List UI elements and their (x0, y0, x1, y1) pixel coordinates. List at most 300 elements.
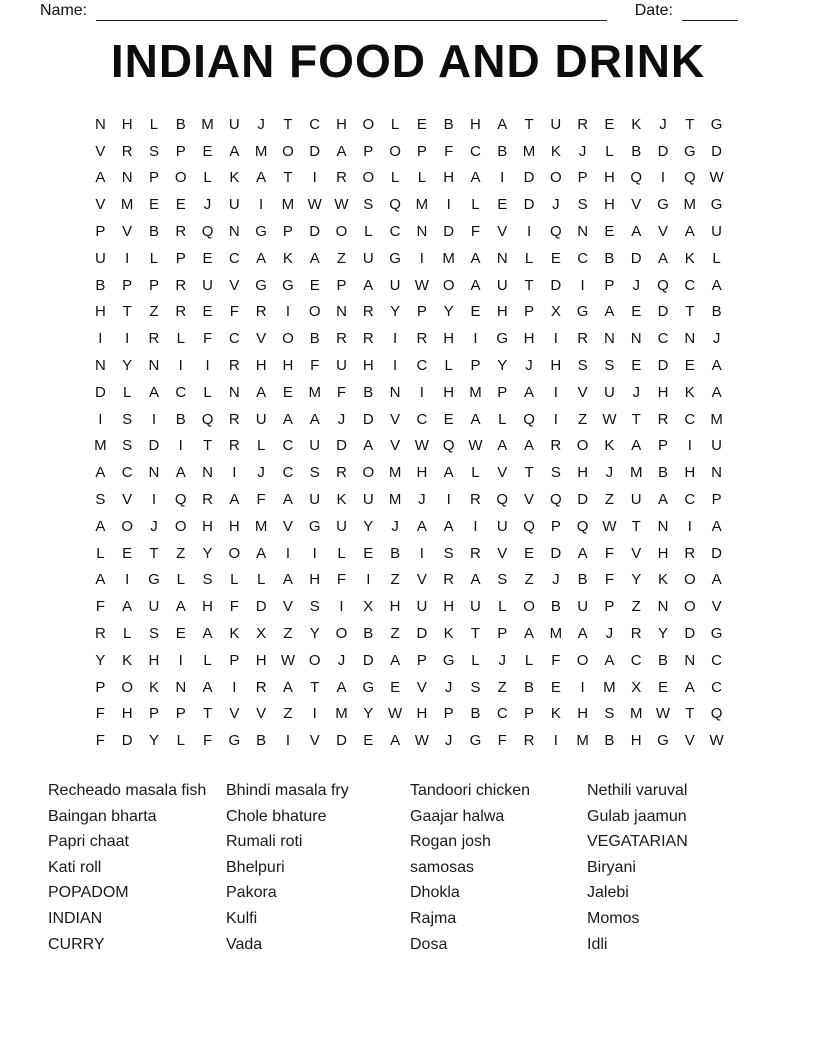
grid-letter-r18-c11[interactable]: I (366, 571, 371, 589)
grid-letter-r15-c23[interactable]: C (684, 490, 696, 508)
grid-letter-r22-c12[interactable]: E (390, 678, 401, 696)
grid-letter-r22-c2[interactable]: O (121, 678, 134, 696)
grid-letter-r23-c22[interactable]: W (655, 705, 671, 723)
grid-letter-r11-c16[interactable]: P (497, 383, 508, 401)
grid-letter-r19-c17[interactable]: O (523, 598, 535, 616)
grid-letter-r20-c1[interactable]: R (94, 624, 106, 642)
word-list-item[interactable]: Dhokla (410, 884, 460, 902)
grid-letter-r9-c2[interactable]: I (125, 330, 130, 348)
grid-letter-r1-c12[interactable]: L (390, 115, 400, 133)
grid-letter-r16-c15[interactable]: I (473, 517, 478, 535)
grid-letter-r22-c18[interactable]: E (550, 678, 561, 696)
grid-letter-r14-c14[interactable]: A (443, 464, 454, 482)
grid-letter-r8-c2[interactable]: T (122, 303, 132, 321)
grid-letter-r8-c18[interactable]: X (550, 303, 561, 321)
grid-letter-r10-c23[interactable]: E (684, 357, 695, 374)
grid-letter-r10-c14[interactable]: L (444, 357, 453, 374)
grid-letter-r21-c4[interactable]: I (178, 651, 183, 669)
grid-letter-r6-c5[interactable]: E (202, 249, 213, 267)
grid-letter-r13-c12[interactable]: V (390, 437, 401, 455)
grid-letter-r3-c1[interactable]: A (95, 169, 106, 187)
grid-letter-r23-c8[interactable]: Z (283, 705, 293, 723)
grid-letter-r9-c13[interactable]: R (416, 330, 428, 348)
grid-letter-r3-c4[interactable]: O (174, 169, 187, 187)
grid-letter-r5-c13[interactable]: N (416, 223, 428, 241)
grid-letter-r3-c20[interactable]: H (604, 169, 615, 187)
grid-letter-r6-c7[interactable]: A (256, 249, 267, 267)
grid-letter-r24-c12[interactable]: A (390, 732, 401, 750)
grid-letter-r1-c4[interactable]: B (175, 115, 186, 133)
grid-letter-r21-c6[interactable]: P (229, 651, 240, 669)
grid-letter-r16-c3[interactable]: J (150, 517, 158, 535)
grid-letter-r6-c14[interactable]: M (442, 249, 455, 267)
grid-letter-r6-c3[interactable]: L (149, 249, 159, 267)
word-list-item[interactable]: Chole bhature (226, 807, 327, 825)
grid-letter-r2-c8[interactable]: O (282, 142, 294, 160)
grid-letter-r22-c19[interactable]: I (580, 678, 585, 696)
grid-letter-r1-c14[interactable]: B (443, 115, 454, 133)
grid-letter-r14-c8[interactable]: C (282, 464, 294, 482)
grid-letter-r12-c8[interactable]: A (282, 410, 293, 428)
grid-letter-r17-c4[interactable]: Z (176, 544, 186, 562)
grid-letter-r21-c2[interactable]: K (122, 651, 133, 669)
grid-letter-r23-c20[interactable]: S (604, 705, 615, 723)
grid-letter-r19-c7[interactable]: D (255, 598, 267, 616)
grid-letter-r23-c19[interactable]: H (577, 705, 589, 723)
grid-letter-r6-c1[interactable]: U (94, 249, 106, 267)
word-list-item[interactable]: Vada (226, 935, 263, 953)
grid-letter-r11-c19[interactable]: V (577, 383, 588, 401)
grid-letter-r21-c9[interactable]: O (308, 651, 321, 669)
grid-letter-r18-c24[interactable]: A (711, 571, 722, 589)
grid-letter-r6-c18[interactable]: E (550, 249, 561, 267)
grid-letter-r1-c24[interactable]: G (710, 115, 723, 133)
grid-letter-r11-c23[interactable]: K (684, 383, 695, 401)
grid-letter-r11-c8[interactable]: E (282, 383, 293, 401)
grid-letter-r17-c7[interactable]: A (256, 544, 267, 562)
grid-letter-r16-c12[interactable]: J (391, 517, 399, 535)
grid-letter-r8-c8[interactable]: I (285, 303, 291, 321)
grid-letter-r22-c23[interactable]: A (684, 678, 695, 696)
grid-letter-r24-c3[interactable]: Y (148, 732, 159, 750)
grid-letter-r20-c13[interactable]: D (416, 624, 428, 642)
grid-letter-r22-c11[interactable]: G (362, 678, 375, 696)
grid-letter-r8-c13[interactable]: P (416, 303, 427, 321)
grid-letter-r13-c21[interactable]: A (631, 437, 642, 455)
grid-letter-r23-c17[interactable]: P (524, 705, 535, 723)
grid-letter-r24-c14[interactable]: J (444, 732, 453, 750)
grid-letter-r2-c19[interactable]: J (578, 142, 587, 160)
grid-letter-r12-c4[interactable]: B (175, 410, 186, 428)
grid-letter-r12-c14[interactable]: E (443, 410, 454, 428)
grid-letter-r4-c5[interactable]: J (203, 196, 212, 214)
grid-letter-r7-c24[interactable]: A (711, 276, 722, 294)
grid-letter-r11-c22[interactable]: H (657, 383, 669, 401)
grid-letter-r19-c21[interactable]: Z (631, 598, 641, 616)
grid-letter-r15-c5[interactable]: R (202, 490, 213, 508)
grid-letter-r5-c20[interactable]: E (604, 223, 615, 241)
grid-letter-r7-c21[interactable]: J (632, 276, 640, 294)
word-list-item[interactable]: Dosa (410, 935, 448, 953)
grid-letter-r12-c17[interactable]: Q (523, 410, 535, 428)
grid-letter-r12-c21[interactable]: T (631, 410, 641, 428)
grid-letter-r12-c7[interactable]: U (255, 410, 267, 428)
grid-letter-r22-c22[interactable]: E (658, 678, 669, 696)
grid-letter-r18-c17[interactable]: Z (524, 571, 534, 589)
grid-letter-r22-c7[interactable]: R (255, 678, 267, 696)
grid-letter-r2-c5[interactable]: E (202, 142, 213, 160)
grid-letter-r9-c20[interactable]: N (604, 330, 615, 348)
grid-letter-r16-c7[interactable]: M (254, 517, 268, 535)
grid-letter-r18-c15[interactable]: A (470, 571, 481, 589)
grid-letter-r14-c22[interactable]: B (658, 464, 669, 482)
grid-letter-r2-c7[interactable]: M (254, 142, 268, 160)
grid-letter-r14-c20[interactable]: J (605, 464, 614, 482)
grid-letter-r10-c16[interactable]: Y (497, 357, 508, 374)
grid-letter-r21-c5[interactable]: L (203, 651, 212, 669)
grid-letter-r5-c19[interactable]: N (577, 223, 589, 241)
grid-letter-r1-c8[interactable]: T (283, 115, 293, 133)
grid-letter-r9-c22[interactable]: C (657, 330, 669, 348)
grid-letter-r14-c2[interactable]: C (121, 464, 133, 482)
grid-letter-r14-c13[interactable]: H (416, 464, 428, 482)
grid-letter-r19-c19[interactable]: U (577, 598, 589, 616)
grid-letter-r6-c13[interactable]: I (419, 249, 424, 267)
grid-letter-r17-c8[interactable]: I (285, 544, 291, 562)
grid-letter-r17-c11[interactable]: E (363, 544, 374, 562)
grid-letter-r13-c14[interactable]: Q (442, 437, 455, 455)
grid-letter-r4-c15[interactable]: L (471, 196, 480, 214)
grid-letter-r20-c14[interactable]: K (443, 624, 454, 642)
grid-letter-r12-c22[interactable]: R (657, 410, 669, 428)
grid-letter-r2-c9[interactable]: D (309, 142, 321, 160)
grid-letter-r4-c10[interactable]: W (334, 196, 349, 214)
grid-letter-r13-c11[interactable]: A (363, 437, 374, 455)
grid-letter-r14-c9[interactable]: S (309, 464, 320, 482)
grid-letter-r6-c8[interactable]: K (282, 249, 293, 267)
grid-letter-r3-c7[interactable]: A (256, 169, 267, 187)
grid-letter-r13-c17[interactable]: A (524, 437, 535, 455)
grid-letter-r7-c19[interactable]: I (580, 276, 585, 294)
grid-letter-r19-c6[interactable]: F (229, 598, 239, 616)
grid-letter-r18-c8[interactable]: A (282, 571, 293, 589)
grid-letter-r1-c13[interactable]: E (416, 115, 427, 133)
grid-letter-r11-c20[interactable]: U (604, 383, 615, 401)
grid-letter-r21-c19[interactable]: O (576, 651, 589, 669)
grid-letter-r18-c20[interactable]: F (604, 571, 615, 589)
grid-letter-r11-c17[interactable]: A (524, 383, 535, 401)
grid-letter-r8-c1[interactable]: H (94, 303, 106, 321)
grid-letter-r21-c3[interactable]: H (148, 651, 160, 669)
grid-letter-r17-c1[interactable]: L (96, 544, 105, 562)
grid-letter-r17-c24[interactable]: D (711, 544, 723, 562)
word-list-item[interactable]: Gaajar halwa (410, 807, 505, 825)
grid-letter-r23-c16[interactable]: C (496, 705, 508, 723)
word-list-item[interactable]: Momos (587, 909, 640, 927)
grid-letter-r2-c10[interactable]: A (336, 142, 347, 160)
grid-letter-r24-c4[interactable]: L (176, 732, 185, 750)
grid-letter-r3-c5[interactable]: L (203, 169, 212, 187)
grid-letter-r9-c12[interactable]: I (393, 330, 398, 348)
grid-letter-r3-c12[interactable]: L (390, 169, 400, 187)
grid-letter-r1-c22[interactable]: J (659, 115, 667, 133)
grid-letter-r19-c15[interactable]: U (470, 598, 481, 616)
grid-letter-r6-c17[interactable]: L (524, 249, 534, 267)
grid-letter-r21-c23[interactable]: N (684, 651, 696, 669)
grid-letter-r2-c22[interactable]: D (657, 142, 669, 160)
grid-letter-r13-c23[interactable]: I (687, 437, 692, 455)
grid-letter-r7-c13[interactable]: W (414, 276, 429, 294)
grid-letter-r12-c9[interactable]: A (309, 410, 320, 428)
grid-letter-r15-c21[interactable]: U (630, 490, 642, 508)
grid-letter-r4-c23[interactable]: M (683, 196, 697, 214)
grid-letter-r10-c3[interactable]: N (148, 357, 160, 374)
grid-letter-r3-c8[interactable]: T (283, 169, 293, 187)
grid-letter-r10-c22[interactable]: D (657, 357, 669, 374)
grid-letter-r3-c14[interactable]: H (443, 169, 455, 187)
grid-letter-r18-c1[interactable]: A (95, 571, 106, 589)
word-list-item[interactable]: Tandoori chicken (410, 782, 531, 799)
grid-letter-r21-c15[interactable]: L (471, 651, 480, 669)
grid-letter-r3-c23[interactable]: Q (683, 169, 696, 187)
grid-letter-r11-c21[interactable]: J (632, 383, 640, 401)
grid-letter-r6-c23[interactable]: K (684, 249, 695, 267)
grid-letter-r1-c19[interactable]: R (577, 115, 589, 133)
grid-letter-r3-c19[interactable]: P (577, 169, 588, 187)
grid-letter-r13-c8[interactable]: C (282, 437, 294, 455)
grid-letter-r2-c13[interactable]: P (416, 142, 427, 160)
grid-letter-r20-c24[interactable]: G (710, 624, 723, 642)
grid-letter-r8-c9[interactable]: O (308, 303, 321, 321)
grid-letter-r12-c1[interactable]: I (98, 410, 103, 428)
grid-letter-r4-c3[interactable]: E (148, 196, 159, 214)
grid-letter-r21-c7[interactable]: H (255, 651, 267, 669)
grid-letter-r14-c7[interactable]: J (257, 464, 265, 482)
grid-letter-r17-c15[interactable]: R (470, 544, 481, 562)
grid-letter-r20-c7[interactable]: X (256, 624, 267, 642)
grid-letter-r15-c19[interactable]: D (577, 490, 589, 508)
grid-letter-r12-c20[interactable]: W (602, 410, 617, 428)
grid-letter-r20-c22[interactable]: Y (658, 624, 669, 642)
grid-letter-r9-c17[interactable]: H (523, 330, 535, 348)
grid-letter-r7-c22[interactable]: Q (657, 276, 669, 294)
word-list-item[interactable]: Recheado masala fish (48, 782, 207, 799)
grid-letter-r10-c6[interactable]: R (228, 357, 240, 374)
grid-letter-r1-c1[interactable]: N (94, 115, 106, 133)
grid-letter-r20-c2[interactable]: L (123, 624, 132, 642)
grid-letter-r12-c5[interactable]: Q (201, 410, 214, 428)
grid-letter-r24-c18[interactable]: I (553, 732, 558, 750)
grid-letter-r3-c10[interactable]: R (336, 169, 347, 187)
grid-letter-r13-c20[interactable]: K (604, 437, 615, 455)
grid-letter-r9-c18[interactable]: I (553, 330, 558, 348)
word-list-item[interactable]: Kulfi (226, 909, 258, 927)
grid-letter-r17-c13[interactable]: I (419, 544, 424, 562)
grid-letter-r15-c11[interactable]: U (362, 490, 374, 508)
grid-letter-r14-c3[interactable]: N (148, 464, 160, 482)
grid-letter-r19-c22[interactable]: N (657, 598, 669, 616)
grid-letter-r12-c23[interactable]: C (684, 410, 696, 428)
grid-letter-r14-c15[interactable]: L (471, 464, 480, 482)
grid-letter-r17-c6[interactable]: O (228, 544, 241, 562)
grid-letter-r17-c2[interactable]: E (122, 544, 133, 562)
grid-letter-r4-c9[interactable]: W (307, 196, 322, 214)
grid-letter-r23-c13[interactable]: H (416, 705, 428, 723)
grid-letter-r1-c5[interactable]: M (201, 115, 214, 133)
grid-letter-r8-c3[interactable]: Z (149, 303, 159, 321)
grid-letter-r3-c2[interactable]: N (121, 169, 133, 187)
grid-letter-r2-c24[interactable]: D (711, 142, 723, 160)
grid-letter-r21-c24[interactable]: C (711, 651, 723, 669)
grid-letter-r23-c3[interactable]: P (148, 705, 159, 723)
grid-letter-r12-c3[interactable]: I (151, 410, 157, 428)
grid-letter-r1-c3[interactable]: L (149, 115, 159, 133)
grid-letter-r7-c7[interactable]: G (255, 276, 267, 294)
grid-letter-r24-c10[interactable]: D (336, 732, 347, 750)
grid-letter-r13-c24[interactable]: U (711, 437, 723, 455)
grid-letter-r19-c20[interactable]: P (604, 598, 615, 616)
grid-letter-r1-c11[interactable]: O (362, 115, 375, 133)
grid-letter-r20-c23[interactable]: D (684, 624, 696, 642)
grid-letter-r16-c1[interactable]: A (95, 517, 106, 535)
grid-letter-r4-c7[interactable]: I (259, 196, 264, 214)
grid-letter-r7-c8[interactable]: G (282, 276, 294, 294)
grid-letter-r16-c16[interactable]: U (496, 517, 508, 535)
grid-letter-r6-c24[interactable]: L (712, 249, 721, 267)
word-list-item[interactable]: VEGATARIAN (587, 833, 688, 851)
grid-letter-r6-c19[interactable]: C (577, 249, 589, 267)
grid-letter-r6-c21[interactable]: D (630, 249, 642, 267)
grid-letter-r13-c10[interactable]: D (336, 437, 347, 455)
grid-letter-r12-c19[interactable]: Z (578, 410, 588, 428)
grid-letter-r7-c1[interactable]: B (95, 276, 106, 294)
grid-letter-r7-c15[interactable]: A (470, 276, 481, 294)
grid-letter-r11-c11[interactable]: B (363, 383, 374, 401)
grid-letter-r4-c4[interactable]: E (175, 196, 186, 214)
grid-letter-r20-c4[interactable]: E (175, 624, 186, 642)
grid-letter-r19-c24[interactable]: V (711, 598, 722, 616)
grid-letter-r14-c10[interactable]: R (336, 464, 347, 482)
grid-letter-r5-c17[interactable]: I (526, 223, 532, 241)
grid-letter-r15-c12[interactable]: M (388, 490, 402, 508)
grid-letter-r8-c5[interactable]: E (202, 303, 213, 321)
grid-letter-r23-c24[interactable]: Q (710, 705, 723, 723)
grid-letter-r6-c20[interactable]: B (604, 249, 615, 267)
grid-letter-r5-c6[interactable]: N (228, 223, 240, 241)
grid-letter-r20-c8[interactable]: Z (283, 624, 293, 642)
word-list-item[interactable]: Bhindi masala fry (226, 782, 349, 799)
word-list-item[interactable]: Rumali roti (226, 833, 303, 851)
grid-letter-r17-c17[interactable]: E (524, 544, 535, 562)
grid-letter-r18-c3[interactable]: G (148, 571, 160, 589)
grid-letter-r10-c17[interactable]: J (525, 357, 533, 374)
grid-letter-r23-c6[interactable]: V (229, 705, 240, 723)
grid-letter-r24-c22[interactable]: G (657, 732, 669, 750)
grid-letter-r6-c2[interactable]: I (125, 249, 130, 267)
grid-letter-r11-c7[interactable]: A (256, 383, 267, 401)
grid-letter-r19-c8[interactable]: V (282, 598, 293, 616)
grid-letter-r5-c14[interactable]: D (443, 223, 455, 241)
grid-letter-r5-c15[interactable]: F (470, 223, 481, 241)
grid-letter-r13-c2[interactable]: S (122, 437, 133, 455)
grid-letter-r2-c11[interactable]: P (363, 142, 374, 160)
grid-letter-r3-c9[interactable]: I (312, 169, 317, 187)
grid-letter-r7-c2[interactable]: P (122, 276, 133, 294)
grid-letter-r21-c11[interactable]: D (362, 651, 374, 669)
grid-letter-r19-c10[interactable]: I (339, 598, 344, 616)
grid-letter-r22-c6[interactable]: I (232, 678, 237, 696)
grid-letter-r7-c9[interactable]: E (309, 276, 320, 294)
word-list-item[interactable]: Kati roll (48, 858, 102, 876)
grid-letter-r2-c15[interactable]: C (470, 142, 481, 160)
grid-letter-r11-c1[interactable]: D (94, 383, 106, 401)
grid-letter-r15-c6[interactable]: A (229, 490, 240, 508)
grid-letter-r18-c22[interactable]: K (658, 571, 669, 589)
grid-letter-r17-c21[interactable]: V (631, 544, 642, 562)
word-list-item[interactable]: CURRY (48, 935, 105, 953)
grid-letter-r19-c1[interactable]: F (95, 598, 105, 616)
grid-letter-r16-c22[interactable]: N (657, 517, 669, 535)
grid-letter-r11-c2[interactable]: L (123, 383, 132, 401)
grid-letter-r17-c12[interactable]: B (390, 544, 401, 562)
grid-letter-r7-c11[interactable]: A (363, 276, 374, 294)
grid-letter-r19-c23[interactable]: O (683, 598, 696, 616)
grid-letter-r14-c23[interactable]: H (684, 464, 696, 482)
grid-letter-r14-c16[interactable]: V (497, 464, 508, 482)
grid-letter-r24-c20[interactable]: B (604, 732, 615, 750)
grid-letter-r2-c12[interactable]: O (389, 142, 401, 160)
grid-letter-r19-c13[interactable]: U (416, 598, 428, 616)
grid-letter-r8-c4[interactable]: R (175, 303, 187, 321)
grid-letter-r6-c12[interactable]: G (389, 249, 401, 267)
grid-letter-r5-c2[interactable]: V (122, 223, 133, 241)
grid-letter-r14-c24[interactable]: N (711, 464, 723, 482)
grid-letter-r12-c13[interactable]: C (416, 410, 428, 428)
grid-letter-r10-c12[interactable]: I (393, 357, 398, 374)
grid-letter-r8-c14[interactable]: Y (443, 303, 454, 321)
grid-letter-r1-c2[interactable]: H (121, 115, 133, 133)
grid-letter-r21-c22[interactable]: B (658, 651, 669, 669)
grid-letter-r24-c9[interactable]: V (309, 732, 320, 750)
grid-letter-r4-c8[interactable]: M (281, 196, 295, 214)
grid-letter-r20-c6[interactable]: K (229, 624, 240, 642)
grid-letter-r4-c17[interactable]: D (523, 196, 535, 214)
grid-letter-r10-c19[interactable]: S (577, 357, 588, 374)
grid-letter-r7-c4[interactable]: R (175, 276, 187, 294)
grid-letter-r18-c2[interactable]: I (125, 571, 130, 589)
grid-letter-r15-c14[interactable]: I (446, 490, 451, 508)
grid-letter-r8-c6[interactable]: F (229, 303, 239, 321)
grid-letter-r7-c23[interactable]: C (684, 276, 696, 294)
word-list-item[interactable]: Gulab jaamun (587, 807, 687, 825)
grid-letter-r14-c11[interactable]: O (362, 464, 375, 482)
grid-letter-r5-c24[interactable]: U (711, 223, 723, 241)
grid-letter-r14-c4[interactable]: A (175, 464, 186, 482)
grid-letter-r15-c17[interactable]: V (524, 490, 535, 508)
grid-letter-r13-c6[interactable]: R (228, 437, 240, 455)
grid-letter-r6-c10[interactable]: Z (336, 249, 347, 267)
grid-letter-r17-c10[interactable]: L (337, 544, 346, 562)
grid-letter-r9-c16[interactable]: G (496, 330, 509, 348)
grid-letter-r16-c14[interactable]: A (443, 517, 454, 535)
grid-letter-r17-c18[interactable]: D (550, 544, 562, 562)
grid-letter-r12-c12[interactable]: V (390, 410, 401, 428)
grid-letter-r24-c8[interactable]: I (285, 732, 291, 750)
grid-letter-r16-c21[interactable]: T (631, 517, 641, 535)
grid-letter-r9-c4[interactable]: L (176, 330, 185, 348)
grid-letter-r2-c2[interactable]: R (121, 142, 133, 160)
grid-letter-r24-c19[interactable]: M (576, 732, 589, 750)
